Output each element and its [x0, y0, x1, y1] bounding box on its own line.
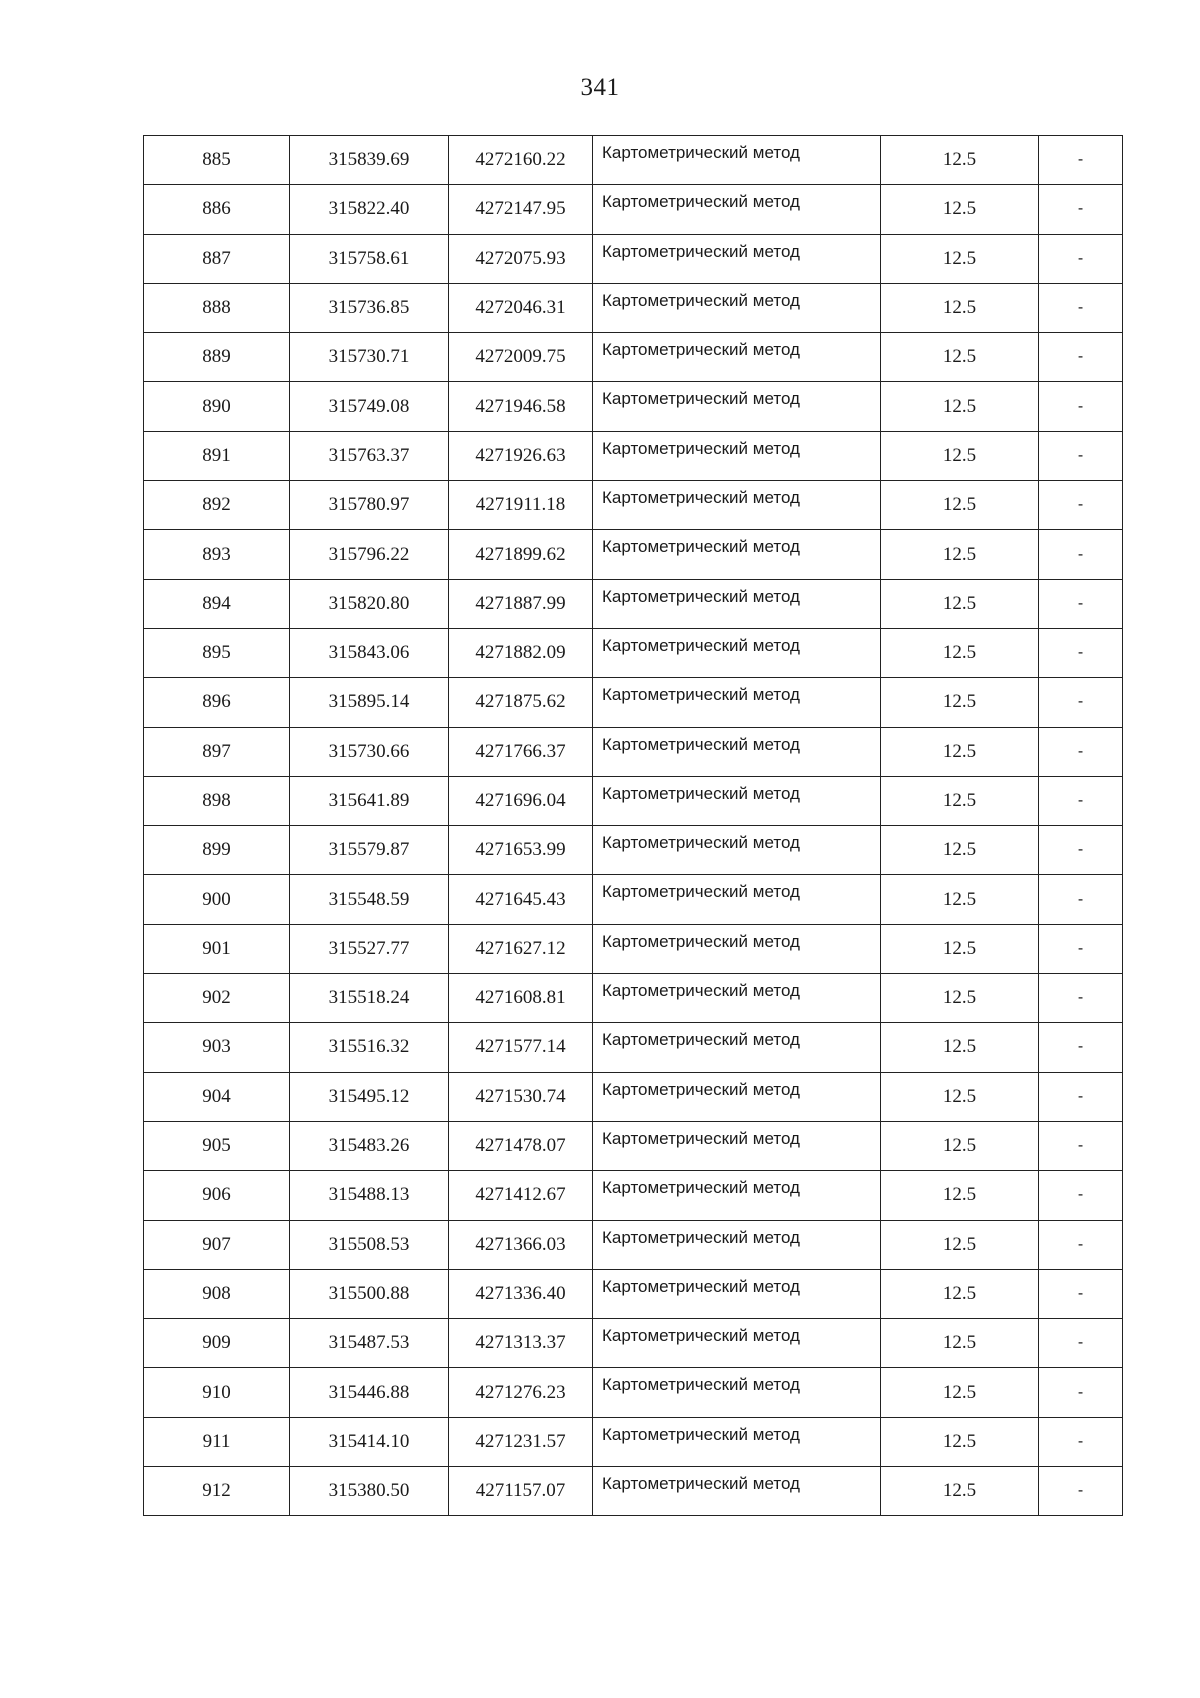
y-coordinate-cell: 4271313.37: [449, 1319, 593, 1368]
y-coordinate-cell: 4271696.04: [449, 776, 593, 825]
point-number-cell: 897: [144, 727, 290, 776]
accuracy-cell: 12.5: [881, 727, 1039, 776]
accuracy-cell: 12.5: [881, 1171, 1039, 1220]
table-row: [144, 234, 1123, 283]
method-cell: Картометрический метод: [593, 1023, 881, 1072]
accuracy-cell: 12.5: [881, 1467, 1039, 1516]
point-number-cell: 892: [144, 481, 290, 530]
accuracy-cell: 12.5: [881, 826, 1039, 875]
accuracy-cell: 12.5: [881, 136, 1039, 185]
x-coordinate-cell: 315487.53: [290, 1319, 449, 1368]
table-row: [144, 974, 1123, 1023]
y-coordinate-cell: 4271766.37: [449, 727, 593, 776]
table-row: [144, 1171, 1123, 1220]
accuracy-cell: 12.5: [881, 283, 1039, 332]
y-coordinate-cell: 4271577.14: [449, 1023, 593, 1072]
x-coordinate-cell: 315483.26: [290, 1121, 449, 1170]
x-coordinate-cell: 315730.71: [290, 333, 449, 382]
table-row: [144, 530, 1123, 579]
point-number-cell: 912: [144, 1467, 290, 1516]
point-number-cell: 886: [144, 185, 290, 234]
point-number-cell: 891: [144, 431, 290, 480]
method-cell: Картометрический метод: [593, 431, 881, 480]
method-cell: Картометрический метод: [593, 826, 881, 875]
x-coordinate-cell: 315508.53: [290, 1220, 449, 1269]
y-coordinate-cell: 4271887.99: [449, 579, 593, 628]
accuracy-cell: 12.5: [881, 1220, 1039, 1269]
x-coordinate-cell: 315820.80: [290, 579, 449, 628]
table-row: [144, 628, 1123, 677]
note-cell: -: [1039, 1220, 1123, 1269]
note-cell: -: [1039, 826, 1123, 875]
accuracy-cell: 12.5: [881, 1072, 1039, 1121]
accuracy-cell: 12.5: [881, 974, 1039, 1023]
note-cell: -: [1039, 1319, 1123, 1368]
method-cell: Картометрический метод: [593, 776, 881, 825]
accuracy-cell: 12.5: [881, 875, 1039, 924]
y-coordinate-cell: 4271478.07: [449, 1121, 593, 1170]
x-coordinate-cell: 315839.69: [290, 136, 449, 185]
note-cell: -: [1039, 185, 1123, 234]
x-coordinate-cell: 315758.61: [290, 234, 449, 283]
method-cell: Картометрический метод: [593, 1417, 881, 1466]
y-coordinate-cell: 4271645.43: [449, 875, 593, 924]
method-cell: Картометрический метод: [593, 481, 881, 530]
y-coordinate-cell: 4272009.75: [449, 333, 593, 382]
table-row: [144, 1368, 1123, 1417]
note-cell: -: [1039, 875, 1123, 924]
y-coordinate-cell: 4271882.09: [449, 628, 593, 677]
x-coordinate-cell: 315527.77: [290, 924, 449, 973]
accuracy-cell: 12.5: [881, 431, 1039, 480]
accuracy-cell: 12.5: [881, 1417, 1039, 1466]
note-cell: -: [1039, 530, 1123, 579]
method-cell: Картометрический метод: [593, 136, 881, 185]
accuracy-cell: 12.5: [881, 776, 1039, 825]
x-coordinate-cell: 315780.97: [290, 481, 449, 530]
table-row: [144, 579, 1123, 628]
table-row: [144, 1269, 1123, 1318]
method-cell: Картометрический метод: [593, 727, 881, 776]
note-cell: -: [1039, 628, 1123, 677]
note-cell: -: [1039, 678, 1123, 727]
table-row: [144, 826, 1123, 875]
method-cell: Картометрический метод: [593, 1072, 881, 1121]
point-number-cell: 907: [144, 1220, 290, 1269]
accuracy-cell: 12.5: [881, 333, 1039, 382]
x-coordinate-cell: 315500.88: [290, 1269, 449, 1318]
method-cell: Картометрический метод: [593, 1121, 881, 1170]
accuracy-cell: 12.5: [881, 1023, 1039, 1072]
y-coordinate-cell: 4271608.81: [449, 974, 593, 1023]
x-coordinate-cell: 315730.66: [290, 727, 449, 776]
note-cell: -: [1039, 333, 1123, 382]
table-row: [144, 1121, 1123, 1170]
point-number-cell: 896: [144, 678, 290, 727]
point-number-cell: 893: [144, 530, 290, 579]
note-cell: -: [1039, 924, 1123, 973]
x-coordinate-cell: 315488.13: [290, 1171, 449, 1220]
method-cell: Картометрический метод: [593, 283, 881, 332]
coordinates-table: [143, 135, 1123, 1516]
accuracy-cell: 12.5: [881, 530, 1039, 579]
point-number-cell: 900: [144, 875, 290, 924]
method-cell: Картометрический метод: [593, 628, 881, 677]
y-coordinate-cell: 4271911.18: [449, 481, 593, 530]
y-coordinate-cell: 4271366.03: [449, 1220, 593, 1269]
accuracy-cell: 12.5: [881, 234, 1039, 283]
note-cell: -: [1039, 382, 1123, 431]
y-coordinate-cell: 4271926.63: [449, 431, 593, 480]
accuracy-cell: 12.5: [881, 481, 1039, 530]
method-cell: Картометрический метод: [593, 579, 881, 628]
note-cell: -: [1039, 1269, 1123, 1318]
note-cell: -: [1039, 1171, 1123, 1220]
y-coordinate-cell: 4271653.99: [449, 826, 593, 875]
x-coordinate-cell: 315518.24: [290, 974, 449, 1023]
y-coordinate-cell: 4271157.07: [449, 1467, 593, 1516]
note-cell: -: [1039, 1417, 1123, 1466]
point-number-cell: 899: [144, 826, 290, 875]
method-cell: Картометрический метод: [593, 234, 881, 283]
table-row: [144, 382, 1123, 431]
note-cell: -: [1039, 1072, 1123, 1121]
point-number-cell: 905: [144, 1121, 290, 1170]
table-row: [144, 1319, 1123, 1368]
page-number: 341: [580, 74, 620, 101]
accuracy-cell: 12.5: [881, 1319, 1039, 1368]
point-number-cell: 888: [144, 283, 290, 332]
note-cell: -: [1039, 579, 1123, 628]
method-cell: Картометрический метод: [593, 924, 881, 973]
method-cell: Картометрический метод: [593, 185, 881, 234]
accuracy-cell: 12.5: [881, 579, 1039, 628]
method-cell: Картометрический метод: [593, 1269, 881, 1318]
point-number-cell: 895: [144, 628, 290, 677]
table-row: [144, 481, 1123, 530]
x-coordinate-cell: 315736.85: [290, 283, 449, 332]
note-cell: -: [1039, 481, 1123, 530]
method-cell: Картометрический метод: [593, 382, 881, 431]
method-cell: Картометрический метод: [593, 875, 881, 924]
point-number-cell: 911: [144, 1417, 290, 1466]
x-coordinate-cell: 315380.50: [290, 1467, 449, 1516]
table-row: [144, 1023, 1123, 1072]
x-coordinate-cell: 315895.14: [290, 678, 449, 727]
point-number-cell: 890: [144, 382, 290, 431]
accuracy-cell: 12.5: [881, 382, 1039, 431]
note-cell: -: [1039, 1368, 1123, 1417]
accuracy-cell: 12.5: [881, 185, 1039, 234]
method-cell: Картометрический метод: [593, 1171, 881, 1220]
point-number-cell: 902: [144, 974, 290, 1023]
x-coordinate-cell: 315641.89: [290, 776, 449, 825]
table-row: [144, 333, 1123, 382]
x-coordinate-cell: 315579.87: [290, 826, 449, 875]
table-row: [144, 1417, 1123, 1466]
method-cell: Картометрический метод: [593, 974, 881, 1023]
x-coordinate-cell: 315822.40: [290, 185, 449, 234]
note-cell: -: [1039, 431, 1123, 480]
x-coordinate-cell: 315446.88: [290, 1368, 449, 1417]
accuracy-cell: 12.5: [881, 1269, 1039, 1318]
table-row: [144, 185, 1123, 234]
x-coordinate-cell: 315843.06: [290, 628, 449, 677]
y-coordinate-cell: 4272147.95: [449, 185, 593, 234]
point-number-cell: 885: [144, 136, 290, 185]
table-row: [144, 1072, 1123, 1121]
y-coordinate-cell: 4272160.22: [449, 136, 593, 185]
accuracy-cell: 12.5: [881, 924, 1039, 973]
table-row: [144, 431, 1123, 480]
table-row: [144, 727, 1123, 776]
table-row: [144, 875, 1123, 924]
table-row: [144, 1467, 1123, 1516]
point-number-cell: 901: [144, 924, 290, 973]
point-number-cell: 904: [144, 1072, 290, 1121]
y-coordinate-cell: 4271899.62: [449, 530, 593, 579]
point-number-cell: 887: [144, 234, 290, 283]
note-cell: -: [1039, 136, 1123, 185]
y-coordinate-cell: 4271946.58: [449, 382, 593, 431]
y-coordinate-cell: 4271530.74: [449, 1072, 593, 1121]
method-cell: Картометрический метод: [593, 1319, 881, 1368]
accuracy-cell: 12.5: [881, 1368, 1039, 1417]
method-cell: Картометрический метод: [593, 1368, 881, 1417]
point-number-cell: 898: [144, 776, 290, 825]
y-coordinate-cell: 4272075.93: [449, 234, 593, 283]
point-number-cell: 906: [144, 1171, 290, 1220]
method-cell: Картометрический метод: [593, 1220, 881, 1269]
x-coordinate-cell: 315516.32: [290, 1023, 449, 1072]
point-number-cell: 908: [144, 1269, 290, 1318]
note-cell: -: [1039, 234, 1123, 283]
y-coordinate-cell: 4271336.40: [449, 1269, 593, 1318]
method-cell: Картометрический метод: [593, 678, 881, 727]
table-row: [144, 678, 1123, 727]
accuracy-cell: 12.5: [881, 678, 1039, 727]
x-coordinate-cell: 315414.10: [290, 1417, 449, 1466]
point-number-cell: 894: [144, 579, 290, 628]
note-cell: -: [1039, 1023, 1123, 1072]
y-coordinate-cell: 4271231.57: [449, 1417, 593, 1466]
table-body: [144, 136, 1123, 1516]
note-cell: -: [1039, 1121, 1123, 1170]
note-cell: -: [1039, 1467, 1123, 1516]
y-coordinate-cell: 4271412.67: [449, 1171, 593, 1220]
x-coordinate-cell: 315495.12: [290, 1072, 449, 1121]
point-number-cell: 909: [144, 1319, 290, 1368]
method-cell: Картометрический метод: [593, 333, 881, 382]
point-number-cell: 889: [144, 333, 290, 382]
table-row: [144, 924, 1123, 973]
point-number-cell: 910: [144, 1368, 290, 1417]
x-coordinate-cell: 315548.59: [290, 875, 449, 924]
point-number-cell: 903: [144, 1023, 290, 1072]
y-coordinate-cell: 4272046.31: [449, 283, 593, 332]
note-cell: -: [1039, 974, 1123, 1023]
table-row: [144, 776, 1123, 825]
x-coordinate-cell: 315749.08: [290, 382, 449, 431]
x-coordinate-cell: 315796.22: [290, 530, 449, 579]
table-row: [144, 136, 1123, 185]
method-cell: Картометрический метод: [593, 530, 881, 579]
accuracy-cell: 12.5: [881, 628, 1039, 677]
table-row: [144, 283, 1123, 332]
accuracy-cell: 12.5: [881, 1121, 1039, 1170]
x-coordinate-cell: 315763.37: [290, 431, 449, 480]
y-coordinate-cell: 4271276.23: [449, 1368, 593, 1417]
y-coordinate-cell: 4271875.62: [449, 678, 593, 727]
y-coordinate-cell: 4271627.12: [449, 924, 593, 973]
method-cell: Картометрический метод: [593, 1467, 881, 1516]
note-cell: -: [1039, 283, 1123, 332]
note-cell: -: [1039, 727, 1123, 776]
table-row: [144, 1220, 1123, 1269]
note-cell: -: [1039, 776, 1123, 825]
